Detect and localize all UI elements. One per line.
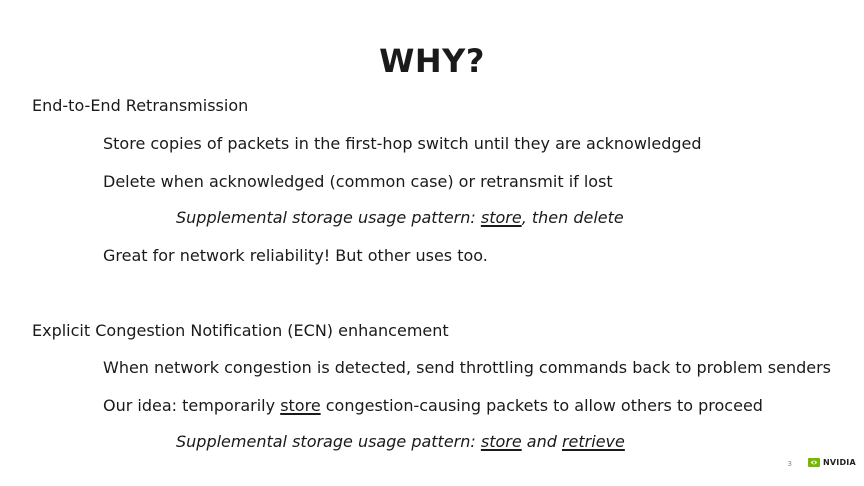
nvidia-logo-text: NVIDIA (823, 458, 856, 467)
section2-idea-store: store (280, 396, 321, 415)
section2-heading: Explicit Congestion Notification (ECN) enhancement (32, 321, 449, 340)
section2-pattern-prefix: Supplemental storage usage pattern: (176, 432, 481, 451)
section2-pattern-store: store (480, 432, 522, 451)
nvidia-eye-icon (808, 458, 820, 467)
nvidia-logo (808, 458, 856, 467)
section1-pattern-suffix: , then delete (521, 208, 624, 227)
section2-idea-prefix: Our idea: temporarily (103, 396, 281, 415)
section2-pattern-and: and (521, 432, 562, 451)
section2-bullet-idea (103, 396, 763, 416)
section1-pattern-prefix: Supplemental storage usage pattern: (176, 208, 481, 227)
section2-bullet-congestion: When network congestion is detected, send throttling commands back to problem senders (103, 358, 831, 377)
section1-pattern (176, 208, 624, 228)
section1-bullet-delete: Delete when acknowledged (common case) or retransmit if lost (103, 172, 613, 191)
section1-bullet-reliability: Great for network reliability! But other uses too. (103, 246, 488, 265)
section2-pattern (176, 432, 625, 452)
section1-bullet-store-copies: Store copies of packets in the first-hop switch until they are acknowledged (103, 134, 702, 153)
slide-title-text: WHY? (379, 42, 485, 80)
section1-heading: End-to-End Retransmission (32, 96, 249, 115)
page-number: 3 (787, 460, 792, 468)
section2-pattern-retrieve: retrieve (561, 432, 625, 451)
section1-pattern-store: store (480, 208, 522, 227)
slide-title (0, 42, 864, 80)
section2-idea-suffix: congestion-causing packets to allow others to proceed (320, 396, 763, 415)
